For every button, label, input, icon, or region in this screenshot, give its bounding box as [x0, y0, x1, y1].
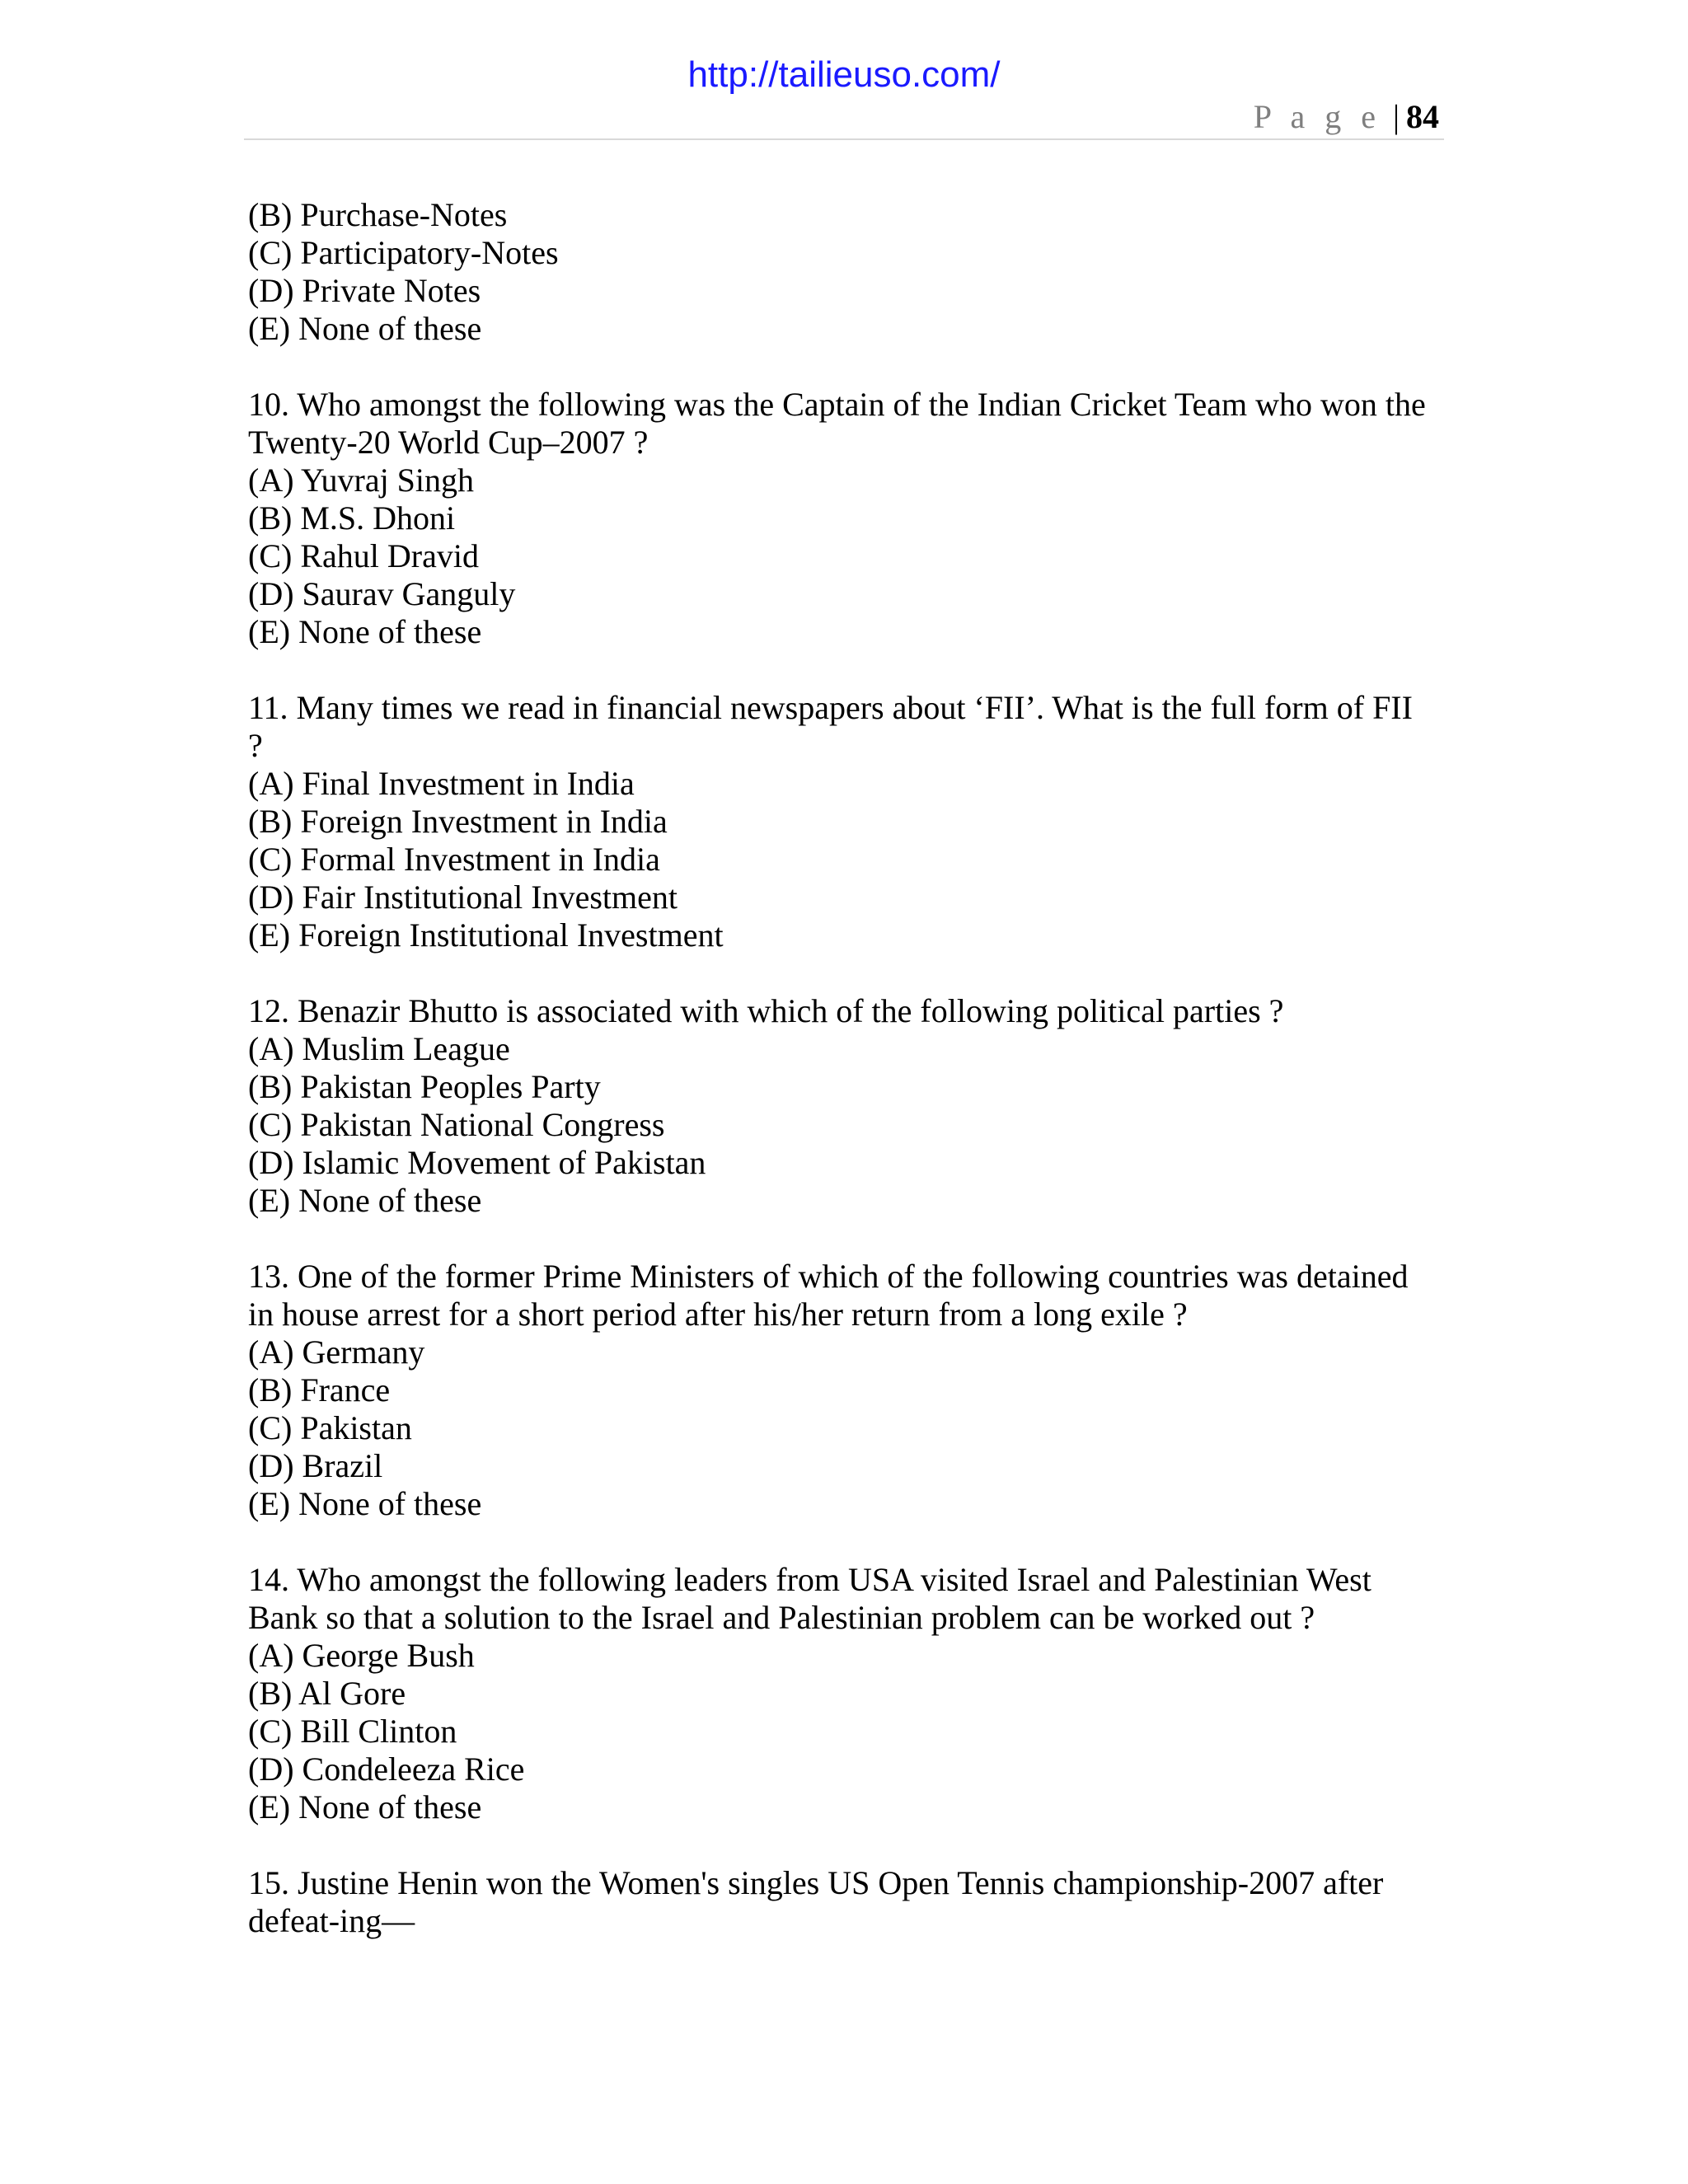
option-line: (B) Purchase-Notes: [248, 196, 508, 233]
option-line: (B) Pakistan Peoples Party: [248, 1068, 601, 1105]
question-11: [248, 689, 1451, 954]
question-text: Bank so that a solution to the Israel and Palestinian problem can be worked out ?: [248, 1599, 1315, 1636]
option-line: (A) Germany: [248, 1333, 425, 1371]
option-line: (A) Final Investment in India: [248, 765, 635, 802]
option-line: (E) None of these: [248, 310, 482, 347]
option-line: (D) Brazil: [248, 1447, 383, 1484]
continued-options: [248, 196, 1451, 348]
question-text: 14. Who amongst the following leaders from USA visited Israel and Palestinian West: [248, 1561, 1372, 1598]
option-line: (D) Condeleeza Rice: [248, 1750, 525, 1788]
question-15: [248, 1864, 1451, 1940]
header-url-link[interactable]: http://tailieuso.com/: [687, 54, 1001, 95]
option-line: (A) Muslim League: [248, 1030, 510, 1067]
option-line: (C) Formal Investment in India: [248, 841, 660, 878]
question-text: 10. Who amongst the following was the Captain of the Indian Cricket Team who won the: [248, 386, 1426, 423]
option-line: (C) Pakistan: [248, 1409, 412, 1446]
question-13: [248, 1258, 1451, 1523]
page-separator: |: [1392, 98, 1400, 135]
option-line: (C) Pakistan National Congress: [248, 1106, 665, 1143]
option-line: (D) Islamic Movement of Pakistan: [248, 1144, 706, 1181]
option-line: (E) None of these: [248, 1182, 482, 1219]
option-line: (E) None of these: [248, 1788, 482, 1825]
option-line: (C) Participatory-Notes: [248, 234, 559, 271]
question-text: 11. Many times we read in financial newspapers about ‘FII’. What is the full form of FII: [248, 689, 1413, 726]
option-line: (A) George Bush: [248, 1637, 475, 1674]
header-divider: [244, 138, 1444, 140]
option-line: (A) Yuvraj Singh: [248, 462, 475, 499]
option-line: (E) None of these: [248, 1485, 482, 1522]
option-line: (D) Private Notes: [248, 272, 481, 309]
question-text: defeat-ing—: [248, 1902, 415, 1939]
question-14: [248, 1561, 1451, 1826]
question-text: Twenty-20 World Cup–2007 ?: [248, 424, 649, 461]
option-line: (B) France: [248, 1371, 391, 1408]
option-line: (D) Saurav Ganguly: [248, 575, 516, 612]
page-number-label: [1254, 97, 1439, 136]
option-line: (E) None of these: [248, 613, 482, 650]
question-12: [248, 992, 1451, 1220]
question-text: in house arrest for a short period after his/her return from a long exile ?: [248, 1296, 1188, 1333]
question-text: 15. Justine Henin won the Women's singles US Open Tennis championship-2007 after: [248, 1864, 1384, 1901]
page-number: 84: [1406, 98, 1439, 135]
question-text: 12. Benazir Bhutto is associated with which of the following political parties ?: [248, 992, 1284, 1029]
option-line: (B) Al Gore: [248, 1675, 406, 1712]
question-text: 13. One of the former Prime Ministers of which of the following countries was detained: [248, 1258, 1409, 1295]
option-line: (C) Bill Clinton: [248, 1713, 457, 1750]
option-line: (E) Foreign Institutional Investment: [248, 916, 724, 954]
option-line: (B) Foreign Investment in India: [248, 803, 668, 840]
question-10: [248, 386, 1451, 651]
option-line: (B) M.S. Dhoni: [248, 499, 456, 537]
page-word: P a g e: [1253, 98, 1381, 135]
document-body: [248, 196, 1451, 1978]
option-line: (D) Fair Institutional Investment: [248, 879, 678, 916]
option-line: (C) Rahul Dravid: [248, 537, 479, 574]
question-text: ?: [248, 727, 263, 764]
